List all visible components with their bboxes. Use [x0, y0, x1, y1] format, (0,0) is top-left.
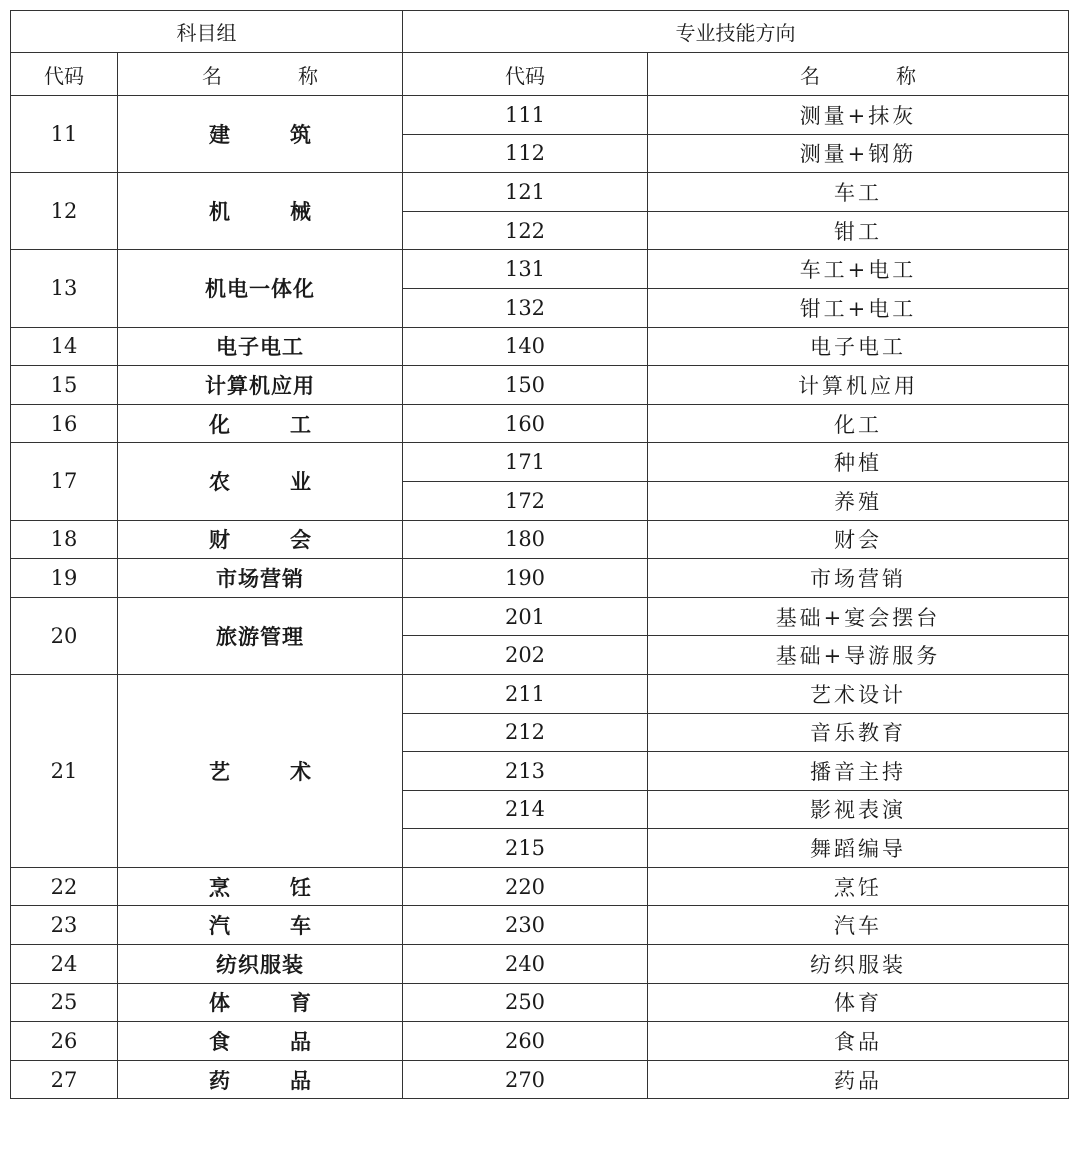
header-skill-direction: 专业技能方向 — [403, 11, 1069, 53]
table-row — [11, 906, 1069, 945]
direction-code: 171 — [403, 443, 648, 482]
group-code: 23 — [11, 906, 118, 945]
direction-name: 测量+钢筋 — [648, 134, 1069, 173]
header-group-name: 名 称 — [118, 53, 403, 96]
table-row — [11, 96, 1069, 135]
group-code: 15 — [11, 366, 118, 405]
table-row — [11, 559, 1069, 598]
group-name: 机电一体化 — [118, 250, 403, 327]
direction-code: 190 — [403, 559, 648, 598]
group-code: 16 — [11, 404, 118, 443]
group-code: 12 — [11, 173, 118, 250]
direction-name: 养殖 — [648, 481, 1069, 520]
direction-name: 财会 — [648, 520, 1069, 559]
direction-code: 202 — [403, 636, 648, 675]
header-direction-name: 名 称 — [648, 53, 1069, 96]
direction-name: 汽车 — [648, 906, 1069, 945]
direction-code: 172 — [403, 481, 648, 520]
table-row — [11, 520, 1069, 559]
direction-name: 播音主持 — [648, 752, 1069, 791]
group-code: 20 — [11, 597, 118, 674]
direction-name: 车工 — [648, 173, 1069, 212]
group-name: 财会 — [118, 520, 403, 559]
header-row-sub — [11, 53, 1069, 96]
table-row — [11, 1060, 1069, 1099]
direction-code: 214 — [403, 790, 648, 829]
table-row — [11, 867, 1069, 906]
direction-code: 140 — [403, 327, 648, 366]
direction-code: 213 — [403, 752, 648, 791]
table-row — [11, 173, 1069, 212]
group-code: 19 — [11, 559, 118, 598]
group-code: 27 — [11, 1060, 118, 1099]
direction-name: 舞蹈编导 — [648, 829, 1069, 868]
direction-name: 计算机应用 — [648, 366, 1069, 405]
table-row — [11, 250, 1069, 289]
table-row — [11, 404, 1069, 443]
group-code: 18 — [11, 520, 118, 559]
direction-name: 车工+电工 — [648, 250, 1069, 289]
direction-code: 250 — [403, 983, 648, 1022]
direction-code: 215 — [403, 829, 648, 868]
direction-name: 体育 — [648, 983, 1069, 1022]
table-row — [11, 1022, 1069, 1061]
group-name: 建筑 — [118, 96, 403, 173]
group-name: 化工 — [118, 404, 403, 443]
group-code: 13 — [11, 250, 118, 327]
subject-table — [10, 10, 1069, 1099]
group-name: 艺术 — [118, 674, 403, 867]
group-code: 26 — [11, 1022, 118, 1061]
group-code: 17 — [11, 443, 118, 520]
group-name: 纺织服装 — [118, 945, 403, 984]
table-row — [11, 327, 1069, 366]
direction-code: 122 — [403, 211, 648, 250]
group-name: 农业 — [118, 443, 403, 520]
direction-code: 180 — [403, 520, 648, 559]
direction-code: 230 — [403, 906, 648, 945]
direction-name: 测量+抹灰 — [648, 96, 1069, 135]
direction-name: 基础+导游服务 — [648, 636, 1069, 675]
group-code: 25 — [11, 983, 118, 1022]
direction-code: 211 — [403, 674, 648, 713]
group-code: 22 — [11, 867, 118, 906]
direction-code: 270 — [403, 1060, 648, 1099]
group-code: 21 — [11, 674, 118, 867]
direction-name: 基础+宴会摆台 — [648, 597, 1069, 636]
group-code: 24 — [11, 945, 118, 984]
group-name: 旅游管理 — [118, 597, 403, 674]
direction-code: 260 — [403, 1022, 648, 1061]
group-name: 机械 — [118, 173, 403, 250]
direction-name: 市场营销 — [648, 559, 1069, 598]
table-row — [11, 597, 1069, 636]
header-direction-code: 代码 — [403, 53, 648, 96]
direction-name: 钳工+电工 — [648, 288, 1069, 327]
group-name: 市场营销 — [118, 559, 403, 598]
direction-name: 影视表演 — [648, 790, 1069, 829]
table-row — [11, 983, 1069, 1022]
direction-name: 钳工 — [648, 211, 1069, 250]
group-name: 烹饪 — [118, 867, 403, 906]
header-row-top — [11, 11, 1069, 53]
group-name: 药品 — [118, 1060, 403, 1099]
direction-name: 音乐教育 — [648, 713, 1069, 752]
group-name: 食品 — [118, 1022, 403, 1061]
group-name: 汽车 — [118, 906, 403, 945]
header-subject-group: 科目组 — [11, 11, 403, 53]
group-name: 电子电工 — [118, 327, 403, 366]
direction-name: 种植 — [648, 443, 1069, 482]
direction-code: 150 — [403, 366, 648, 405]
direction-code: 201 — [403, 597, 648, 636]
direction-code: 160 — [403, 404, 648, 443]
direction-code: 112 — [403, 134, 648, 173]
direction-code: 240 — [403, 945, 648, 984]
direction-code: 212 — [403, 713, 648, 752]
direction-code: 121 — [403, 173, 648, 212]
direction-name: 食品 — [648, 1022, 1069, 1061]
header-group-code: 代码 — [11, 53, 118, 96]
direction-name: 艺术设计 — [648, 674, 1069, 713]
direction-name: 烹饪 — [648, 867, 1069, 906]
direction-name: 化工 — [648, 404, 1069, 443]
group-code: 14 — [11, 327, 118, 366]
direction-name: 药品 — [648, 1060, 1069, 1099]
direction-code: 131 — [403, 250, 648, 289]
direction-code: 132 — [403, 288, 648, 327]
table-row — [11, 945, 1069, 984]
table-row — [11, 674, 1069, 713]
group-name: 计算机应用 — [118, 366, 403, 405]
direction-name: 纺织服装 — [648, 945, 1069, 984]
direction-code: 111 — [403, 96, 648, 135]
direction-name: 电子电工 — [648, 327, 1069, 366]
direction-code: 220 — [403, 867, 648, 906]
table-row — [11, 366, 1069, 405]
group-name: 体育 — [118, 983, 403, 1022]
group-code: 11 — [11, 96, 118, 173]
table-row — [11, 443, 1069, 482]
